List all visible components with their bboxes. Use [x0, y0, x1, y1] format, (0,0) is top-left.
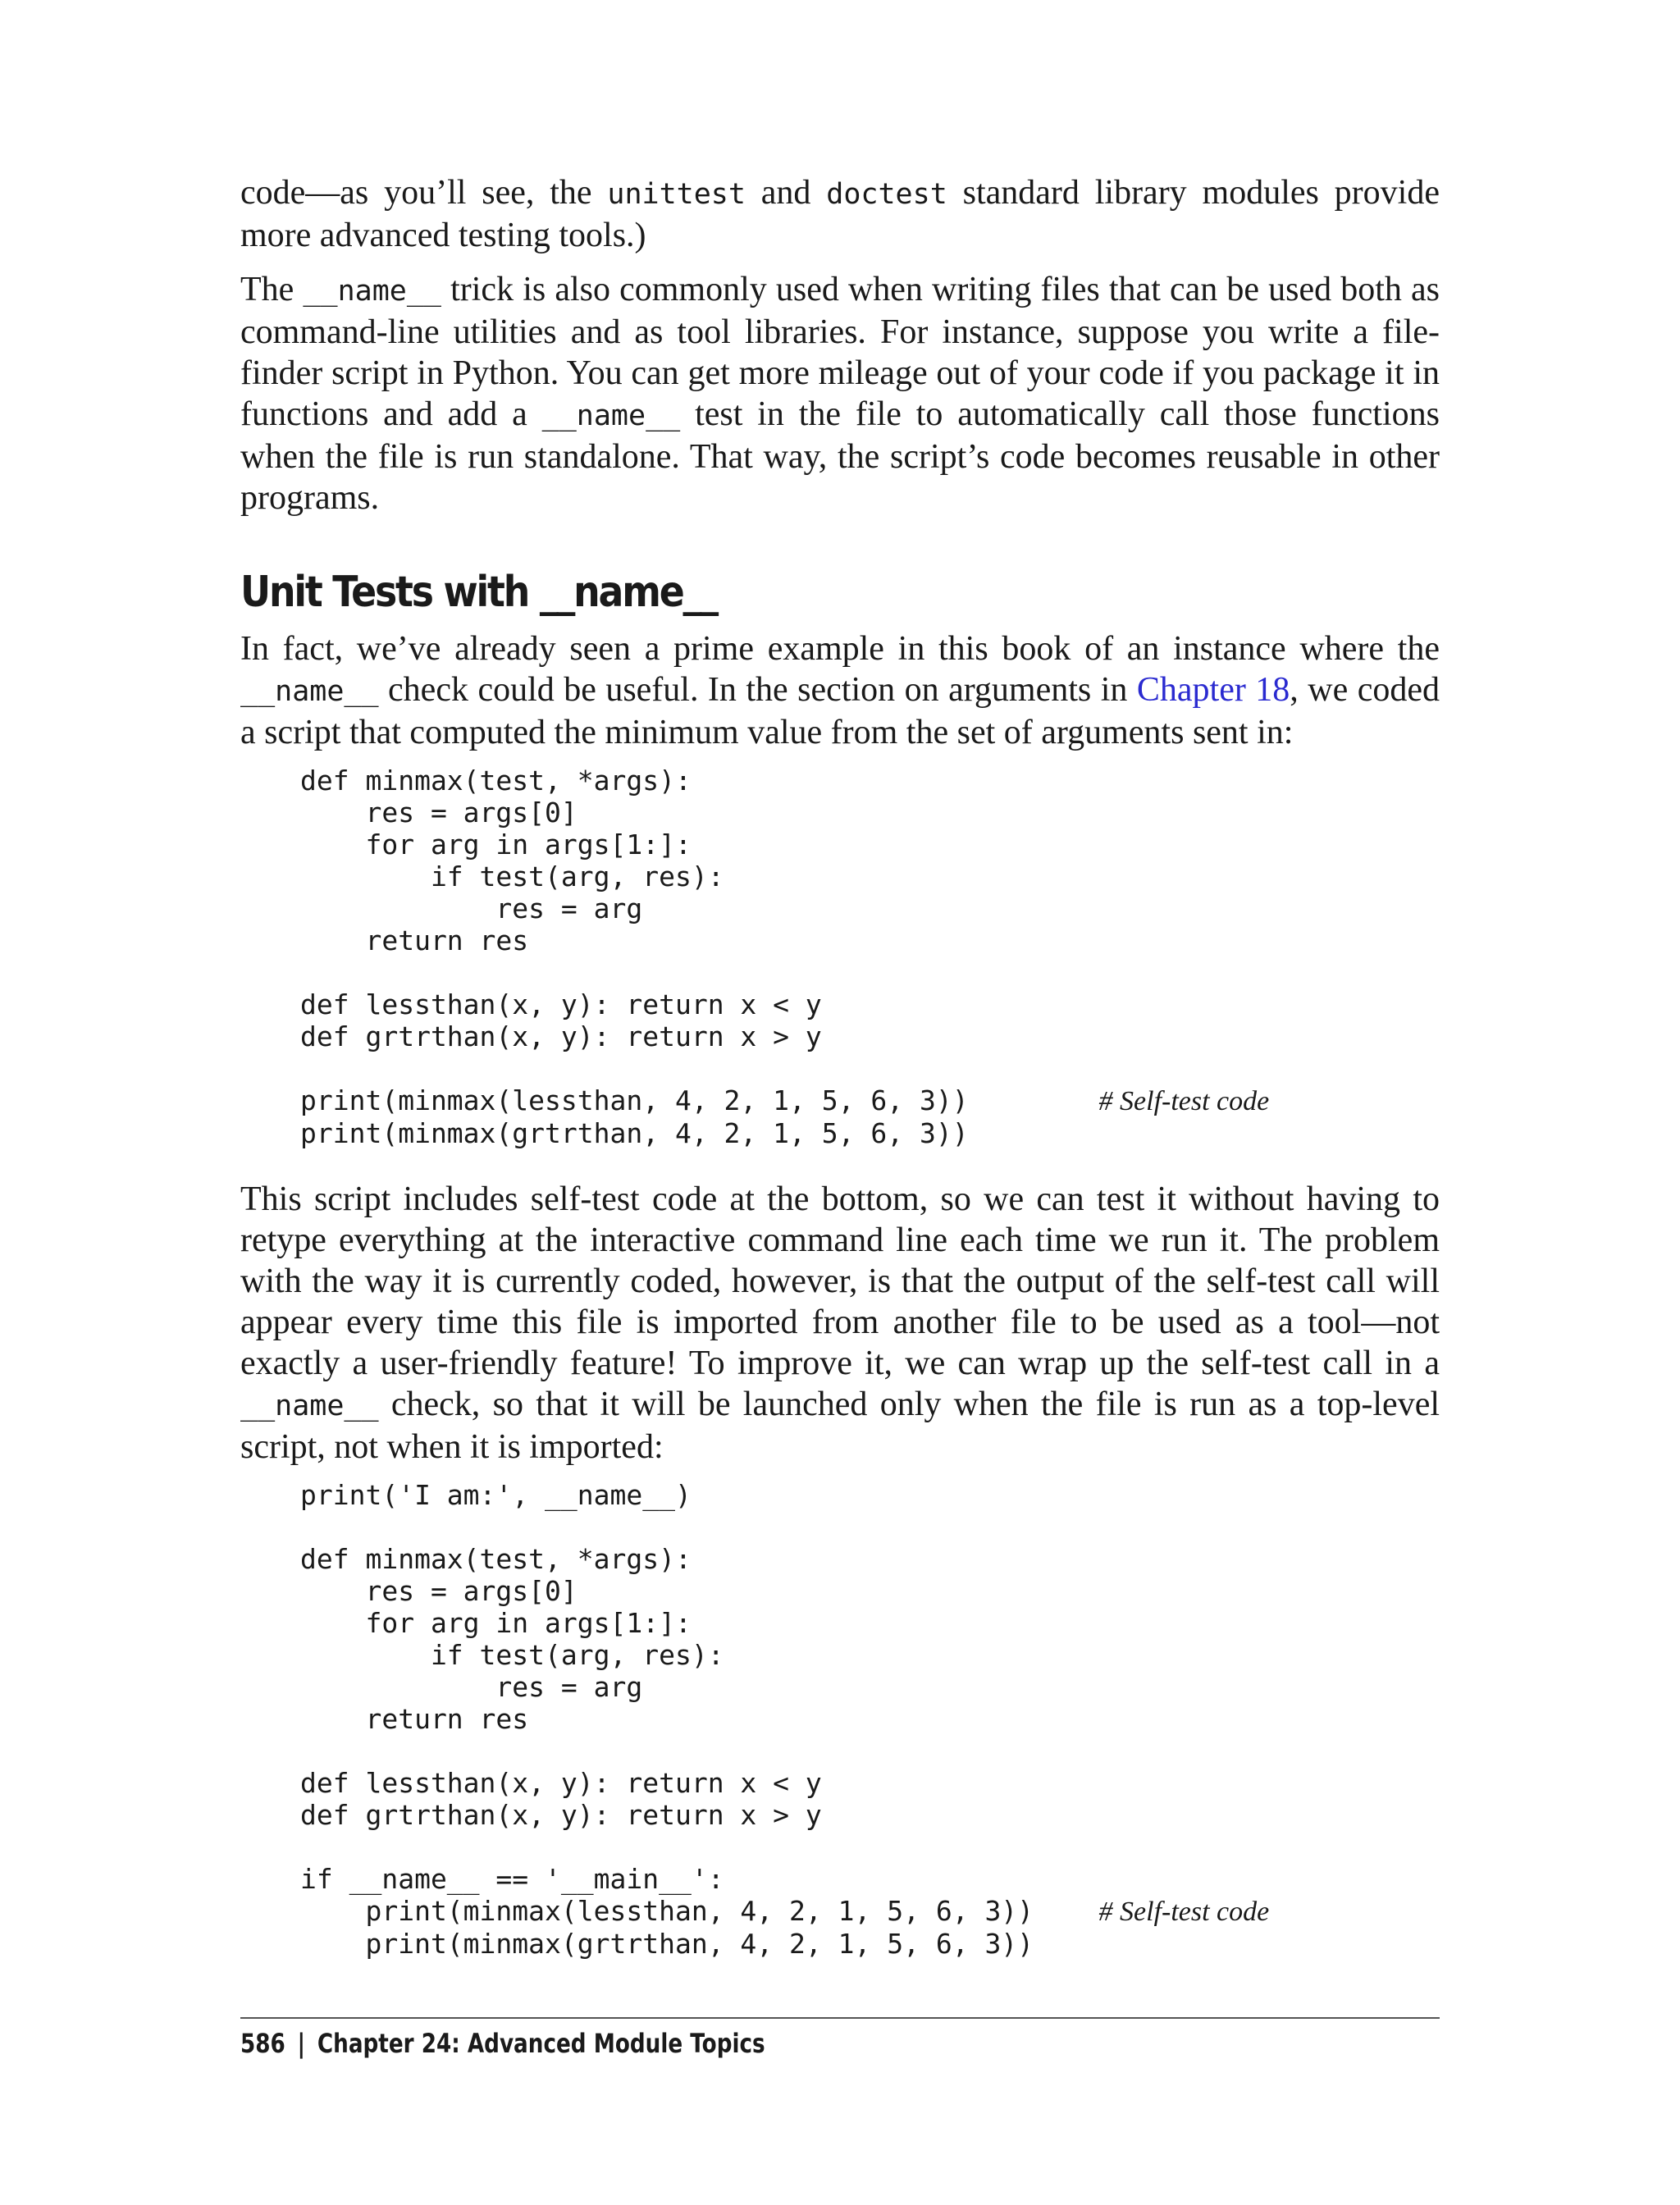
chapter-18-link[interactable]: Chapter 18	[1136, 671, 1290, 709]
text: test in the file to automatically call those functions when the file is run standalone. That way, the script’s code becomes reusable in other programs.	[240, 395, 1440, 517]
footer-rule	[240, 2017, 1440, 2019]
page-number: 586	[240, 2028, 285, 2059]
text: This script includes self-test code at the bottom, so we can test it without having to retype everything at the interactive command line each time we run it. The problem with the way it is currently coded, however, is that the output of the self-test call will appear every time this file is imported from another file to be used as a tool—not exactly a user-friendly feature! To improve it, we can wrap up the self-test call in a	[240, 1180, 1440, 1382]
section-heading: Unit Tests with __name__	[240, 568, 717, 617]
code-text: print(minmax(grtrthan, 4, 2, 1, 5, 6, 3))	[300, 1117, 969, 1149]
code-block-minmax	[240, 765, 1440, 1149]
code-unittest: unittest	[607, 178, 746, 211]
text: In fact, we’ve already seen a prime example in this book of an instance where the	[240, 630, 1440, 668]
text: trick is also commonly used when writing files that can be used both as command-line utilities and as tool libraries. For instance, suppose you write a file-finder script in Python. You can get more mileage out of your code if you package it in functions and add a	[240, 271, 1440, 433]
text: check could be useful. In the section on arguments in	[378, 671, 1137, 709]
code-doctest: doctest	[826, 178, 947, 211]
code-comment: # Self-test code	[1098, 1897, 1270, 1927]
code-text: print(minmax(grtrthan, 4, 2, 1, 5, 6, 3))	[365, 1928, 1034, 1960]
code-name: __name__	[240, 675, 379, 708]
code-name: __name__	[240, 1390, 379, 1422]
page-footer	[240, 2028, 765, 2059]
text: check, so that it will be launched only when the file is run as a top-level script, not when it is imported:	[240, 1386, 1440, 1466]
text: code—as you’ll see, the	[240, 174, 608, 212]
paragraph-prime-example	[240, 628, 1440, 753]
code-name: __name__	[541, 399, 681, 432]
text: , we coded a script that computed the minimum value from the set of arguments sent in:	[240, 671, 1440, 751]
text: standard library modules provide more advanced testing tools.)	[240, 174, 1440, 254]
code-text: def minmax(test, *args): res = args[0] for arg in args[1:]: if test(arg, res): res = arg return res def lessthan(x, y): return x < y def grtrthan(x, y): return x > y	[300, 765, 822, 1052]
paragraph-name-trick	[240, 269, 1440, 518]
code-text: print(minmax(lessthan, 4, 2, 1, 5, 6, 3))	[300, 1895, 1099, 1927]
text: The	[240, 271, 304, 308]
footer-separator: |	[297, 2028, 306, 2059]
code-name: __name__	[303, 275, 441, 308]
chapter-title: Chapter 24: Advanced Module Topics	[317, 2028, 765, 2059]
paragraph-intro	[240, 172, 1440, 256]
page-content	[240, 172, 1440, 1960]
paragraph-self-test	[240, 1179, 1440, 1468]
code-text: print('I am:', __name__) def minmax(test, *args): res = args[0] for arg in args[1:]: if test(arg, res): res = arg return res def lessthan(x, y): return x < y def grtrthan(x, y): return x > y if __name__ == '__main__':	[300, 1479, 822, 1895]
code-text: print(minmax(lessthan, 4, 2, 1, 5, 6, 3))	[300, 1084, 1099, 1116]
text: and	[745, 174, 827, 212]
code-block-minmax-main	[240, 1479, 1440, 1960]
code-comment: # Self-test code	[1098, 1086, 1270, 1116]
